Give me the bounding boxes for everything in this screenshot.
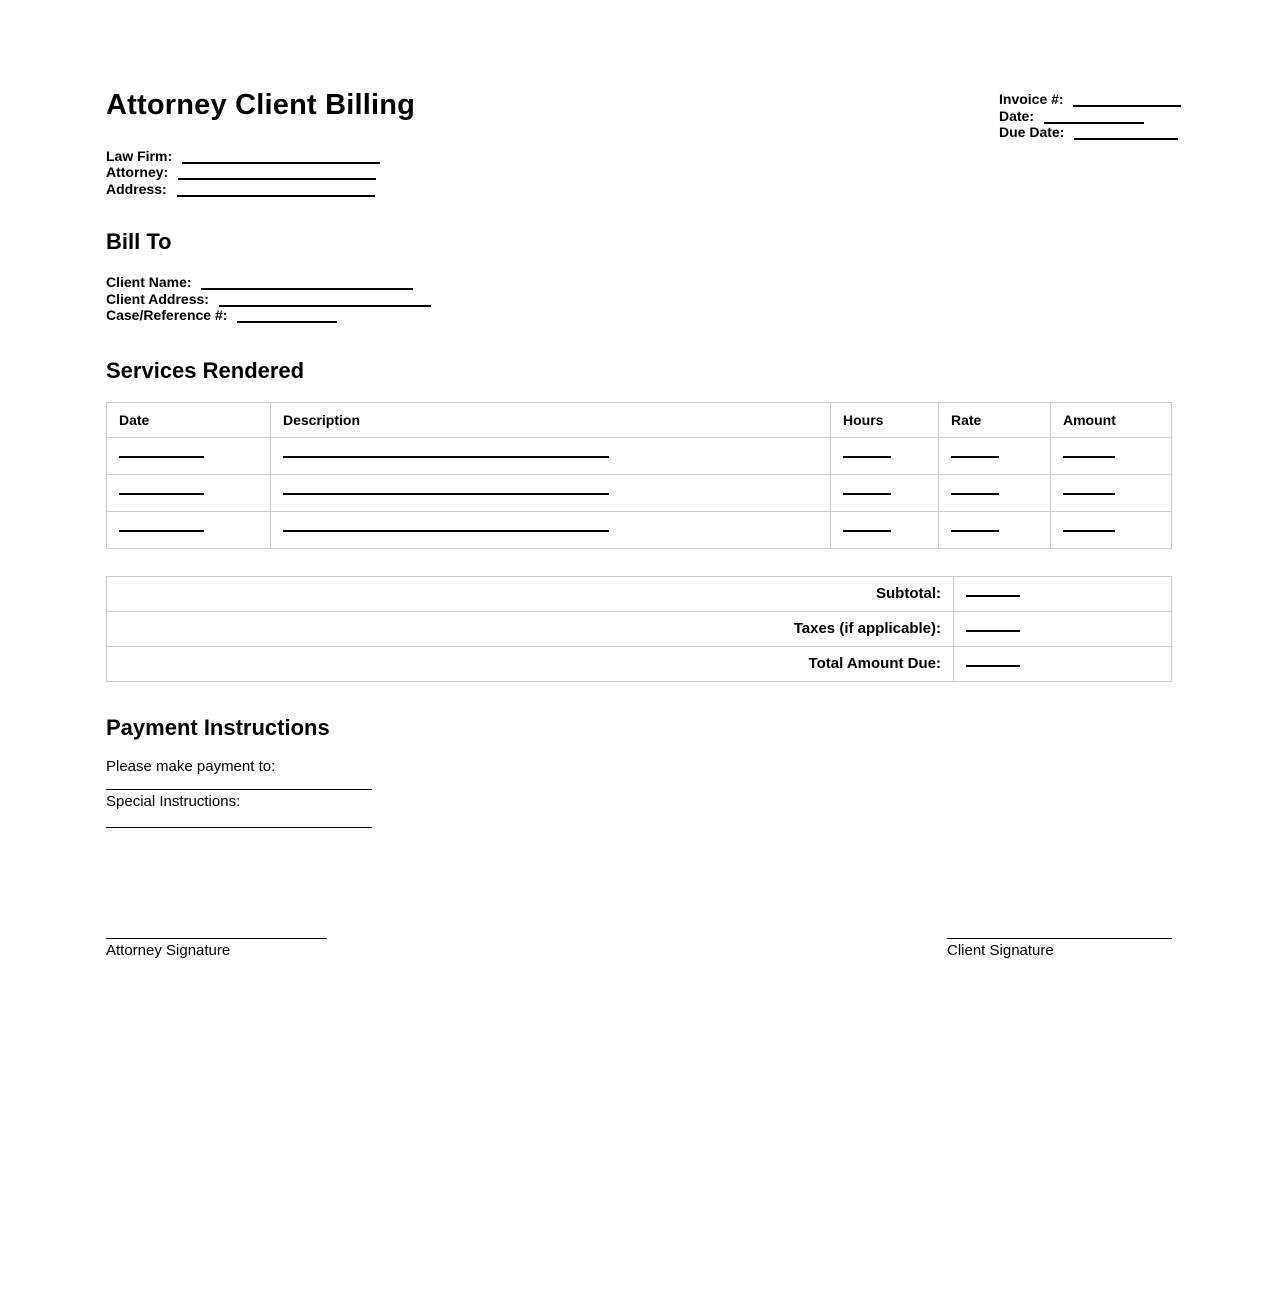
amount-blank (1063, 530, 1115, 532)
table-row (107, 511, 1172, 548)
column-header-amount: Amount (1051, 402, 1172, 437)
client-address-field (106, 291, 1172, 308)
total-due-label: Total Amount Due: (107, 646, 954, 681)
description-cell (271, 437, 831, 474)
rate-blank (951, 493, 999, 495)
law-firm-label: Law Firm: (106, 147, 173, 164)
client-name-label: Client Name: (106, 274, 192, 291)
invoice-date-label: Date: (999, 107, 1035, 124)
amount-blank (1063, 493, 1115, 495)
amount-cell (1051, 437, 1172, 474)
date-cell (107, 474, 271, 511)
taxes-value-cell (954, 611, 1172, 646)
total-due-blank (966, 665, 1020, 667)
case-reference-blank (237, 321, 337, 323)
special-instructions-label: Special Instructions: (106, 792, 241, 810)
invoice-number-label: Invoice #: (999, 91, 1064, 107)
attorney-signature-label: Attorney Signature (106, 941, 231, 959)
subtotal-value-cell (954, 576, 1172, 611)
date-cell (107, 437, 271, 474)
case-reference-field (106, 307, 1172, 324)
total-due-row (107, 646, 1172, 681)
table-row (107, 437, 1172, 474)
column-header-description: Description (271, 402, 831, 437)
attorney-signature-line (106, 938, 327, 939)
firm-info-block (106, 148, 1172, 198)
attorney-signature-block (106, 938, 327, 959)
attorney-label: Attorney: (106, 164, 169, 181)
rate-cell (939, 437, 1051, 474)
description-blank (283, 493, 609, 495)
hours-cell (831, 511, 939, 548)
document-title: Attorney Client Billing (106, 89, 416, 121)
services-table (106, 402, 1172, 549)
payee-blank-line (106, 789, 372, 790)
amount-cell (1051, 511, 1172, 548)
bill-to-heading: Bill To (106, 229, 172, 255)
due-date-blank (1074, 138, 1178, 140)
attorney-field (106, 164, 1172, 181)
subtotal-label: Subtotal: (107, 576, 954, 611)
rate-cell (939, 474, 1051, 511)
table-row (107, 474, 1172, 511)
subtotal-row (107, 576, 1172, 611)
hours-blank (843, 456, 891, 458)
date-blank (119, 493, 204, 495)
due-date-label: Due Date: (999, 124, 1065, 140)
column-header-hours: Hours (831, 402, 939, 437)
address-label: Address: (106, 180, 167, 197)
column-header-date: Date (107, 402, 271, 437)
taxes-row (107, 611, 1172, 646)
date-blank (119, 456, 204, 458)
client-signature-block (947, 938, 1172, 959)
description-blank (283, 530, 609, 532)
services-rendered-heading: Services Rendered (106, 357, 305, 383)
payee-label: Please make payment to: (106, 757, 276, 775)
case-reference-label: Case/Reference #: (106, 307, 228, 324)
address-blank (177, 195, 375, 197)
column-header-rate: Rate (939, 402, 1051, 437)
hours-blank (843, 493, 891, 495)
description-cell (271, 474, 831, 511)
date-blank (119, 530, 204, 532)
totals-table (106, 576, 1172, 682)
description-blank (283, 456, 609, 458)
hours-cell (831, 437, 939, 474)
hours-blank (843, 530, 891, 532)
invoice-info-block (999, 91, 1181, 141)
services-header-row (107, 402, 1172, 437)
rate-cell (939, 511, 1051, 548)
signature-section (106, 938, 1172, 959)
total-due-value-cell (954, 646, 1172, 681)
description-cell (271, 511, 831, 548)
rate-blank (951, 530, 999, 532)
client-name-field (106, 274, 1172, 291)
subtotal-blank (966, 595, 1020, 597)
hours-cell (831, 474, 939, 511)
client-signature-label: Client Signature (947, 941, 1054, 959)
address-field (106, 181, 1172, 198)
taxes-label: Taxes (if applicable): (107, 611, 954, 646)
invoice-number-blank (1073, 105, 1181, 107)
date-cell (107, 511, 271, 548)
invoice-number-field (999, 91, 1181, 108)
taxes-blank (966, 630, 1020, 632)
amount-blank (1063, 456, 1115, 458)
special-instructions-blank-line (106, 827, 372, 828)
payment-instructions-heading: Payment Instructions (106, 714, 330, 740)
client-address-label: Client Address: (106, 290, 209, 307)
invoice-date-field (999, 108, 1181, 125)
amount-cell (1051, 474, 1172, 511)
bill-to-block (106, 274, 1172, 324)
client-signature-line (947, 938, 1172, 939)
law-firm-field (106, 148, 1172, 165)
rate-blank (951, 456, 999, 458)
due-date-field (999, 124, 1181, 141)
